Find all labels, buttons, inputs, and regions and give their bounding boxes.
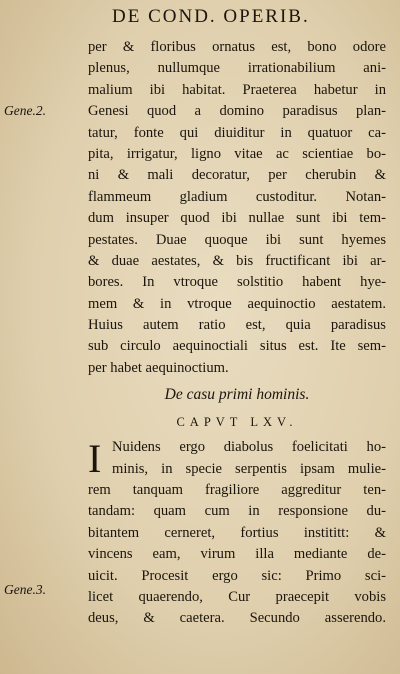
text-line: mem & in vtroque aequinoctio aestatem. (88, 295, 386, 312)
drop-cap: I (88, 436, 102, 482)
text-line: malium ibi habitat. Praeterea habetur in (88, 81, 386, 98)
text-line: bores. In vtroque solstitio habent hye- (88, 274, 386, 291)
text-line: sub circulo aequinoctiali situs est. Ite sem- (88, 338, 386, 355)
text-line: bitantem cerneret, fortius instititt: & (88, 524, 386, 541)
paragraph (88, 37, 386, 379)
text-line: & duae aestates, & bis fructificant ibi ar- (88, 252, 386, 269)
text-line: tatur, fonte qui diuiditur in quatuor ca- (88, 124, 386, 141)
margin-note: Gene.3. (4, 582, 46, 597)
text-line: vincens eam, virum illa mediante de- (88, 546, 386, 563)
text-line: rem tanquam fragiliore aggreditur ten- (88, 482, 386, 499)
margin-note: Gene.2. (4, 103, 46, 118)
running-head: DE COND. OPERIB. (112, 6, 310, 27)
text-line: uicit. Procesit ergo sic: Primo sci- (88, 567, 386, 584)
text-line: flammeum gladium custoditur. Notan- (88, 188, 386, 205)
text-line: pestates. Duae quoque ibi sunt hyemes (88, 231, 386, 248)
text-line: minis, in specie serpentis ipsam mulie- (112, 460, 386, 477)
text-line: Huius autem ratio est, quia paradisus (88, 317, 386, 334)
paragraph (88, 437, 386, 630)
text-line: Genesi quod a domino paradisus plan- (88, 103, 386, 120)
text-line: tandam: quam cum in responsione du- (88, 503, 386, 520)
main-text-block (88, 37, 386, 630)
text-line: plenus, nullumque irrationabilium ani- (88, 60, 386, 77)
text-line: dum insuper quod ibi nullae sunt ibi tem- (88, 210, 386, 227)
section-title: De casu primi hominis. (164, 386, 310, 404)
text-line: ni & mali decoratur, per cherubin & (88, 167, 386, 184)
text-line: pita, irrigatur, ligno vitae ac scientiae bo- (88, 145, 386, 162)
text-line: deus, & caetera. Secundo asserendo. (88, 610, 386, 627)
text-line: per & floribus ornatus est, bono odore (88, 39, 386, 55)
text-line: licet quaerendo, Cur praecepit vobis (88, 588, 386, 605)
text-line: per habet aequinoctium. (88, 359, 229, 376)
text-line: Nuidens ergo diabolus foelicitati ho- (112, 439, 386, 456)
chapter-heading: CAPVT LXV. (176, 415, 298, 430)
